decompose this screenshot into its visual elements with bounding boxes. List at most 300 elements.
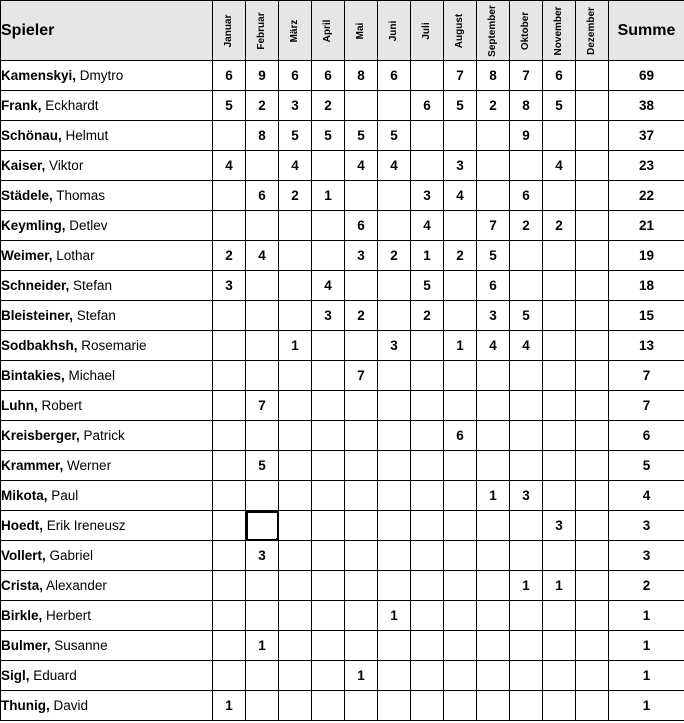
score-cell[interactable]: 6: [213, 61, 246, 91]
score-cell[interactable]: 4: [213, 151, 246, 181]
score-cell[interactable]: [378, 661, 411, 691]
score-cell[interactable]: [444, 481, 477, 511]
score-cell[interactable]: [279, 541, 312, 571]
score-cell[interactable]: [411, 151, 444, 181]
sum-cell[interactable]: 21: [609, 211, 684, 241]
score-cell[interactable]: 1: [213, 691, 246, 721]
score-cell[interactable]: [411, 331, 444, 361]
score-cell[interactable]: [246, 301, 279, 331]
score-cell[interactable]: 4: [378, 151, 411, 181]
score-cell[interactable]: 6: [510, 181, 543, 211]
month-column-header[interactable]: [279, 1, 312, 61]
score-cell[interactable]: [345, 181, 378, 211]
score-cell[interactable]: [246, 691, 279, 721]
score-cell[interactable]: 6: [279, 61, 312, 91]
score-cell[interactable]: [477, 541, 510, 571]
score-cell[interactable]: [279, 361, 312, 391]
score-cell[interactable]: [411, 571, 444, 601]
score-cell[interactable]: [543, 361, 576, 391]
score-cell[interactable]: [246, 601, 279, 631]
month-column-header[interactable]: [510, 1, 543, 61]
score-cell[interactable]: [345, 571, 378, 601]
score-cell[interactable]: [279, 631, 312, 661]
score-cell[interactable]: 2: [246, 91, 279, 121]
score-cell[interactable]: [444, 451, 477, 481]
score-cell[interactable]: [411, 481, 444, 511]
score-cell[interactable]: 8: [345, 61, 378, 91]
score-cell[interactable]: [543, 691, 576, 721]
month-column-header[interactable]: [246, 1, 279, 61]
score-cell[interactable]: [543, 391, 576, 421]
score-cell[interactable]: [411, 541, 444, 571]
score-cell[interactable]: 4: [411, 211, 444, 241]
score-cell[interactable]: 5: [543, 91, 576, 121]
player-name-cell[interactable]: [1, 241, 213, 271]
score-cell[interactable]: [378, 571, 411, 601]
score-cell[interactable]: [246, 211, 279, 241]
score-cell[interactable]: 3: [312, 301, 345, 331]
score-cell[interactable]: [345, 451, 378, 481]
score-cell[interactable]: [279, 571, 312, 601]
score-cell[interactable]: [312, 601, 345, 631]
score-cell[interactable]: [411, 601, 444, 631]
score-cell[interactable]: [543, 661, 576, 691]
month-column-header[interactable]: [543, 1, 576, 61]
score-cell[interactable]: 2: [312, 91, 345, 121]
player-name-cell[interactable]: [1, 271, 213, 301]
sum-cell[interactable]: 37: [609, 121, 684, 151]
score-cell[interactable]: [378, 271, 411, 301]
sum-cell[interactable]: 19: [609, 241, 684, 271]
score-cell[interactable]: 5: [279, 121, 312, 151]
score-cell[interactable]: [576, 391, 609, 421]
score-cell[interactable]: [510, 631, 543, 661]
sum-cell[interactable]: 1: [609, 661, 684, 691]
score-cell[interactable]: [543, 181, 576, 211]
score-cell[interactable]: [279, 301, 312, 331]
score-cell[interactable]: [510, 691, 543, 721]
score-cell[interactable]: [543, 241, 576, 271]
score-cell[interactable]: [345, 631, 378, 661]
score-cell[interactable]: [279, 241, 312, 271]
score-cell[interactable]: [312, 571, 345, 601]
sum-column-header[interactable]: Summe: [609, 1, 684, 61]
score-cell[interactable]: 3: [444, 151, 477, 181]
score-cell[interactable]: [279, 661, 312, 691]
player-name-cell[interactable]: [1, 481, 213, 511]
score-cell[interactable]: 4: [444, 181, 477, 211]
score-cell[interactable]: [213, 661, 246, 691]
score-cell[interactable]: 4: [510, 331, 543, 361]
score-cell[interactable]: [510, 541, 543, 571]
score-cell[interactable]: [246, 271, 279, 301]
score-cell[interactable]: [345, 541, 378, 571]
score-cell[interactable]: [576, 151, 609, 181]
score-cell[interactable]: [213, 451, 246, 481]
score-cell[interactable]: [576, 661, 609, 691]
score-cell[interactable]: [279, 391, 312, 421]
score-cell[interactable]: [543, 121, 576, 151]
score-cell[interactable]: [378, 91, 411, 121]
score-cell[interactable]: [444, 571, 477, 601]
month-column-header[interactable]: [378, 1, 411, 61]
score-cell[interactable]: [312, 361, 345, 391]
score-cell[interactable]: [576, 121, 609, 151]
score-cell[interactable]: [444, 121, 477, 151]
score-cell[interactable]: [543, 451, 576, 481]
score-cell[interactable]: [378, 181, 411, 211]
score-cell[interactable]: [411, 391, 444, 421]
player-name-cell[interactable]: [1, 301, 213, 331]
score-cell[interactable]: [576, 421, 609, 451]
score-cell[interactable]: [477, 181, 510, 211]
score-cell[interactable]: 5: [345, 121, 378, 151]
score-cell[interactable]: 1: [543, 571, 576, 601]
score-cell[interactable]: [510, 451, 543, 481]
score-cell[interactable]: [345, 511, 378, 541]
sum-cell[interactable]: 1: [609, 601, 684, 631]
score-cell[interactable]: [477, 661, 510, 691]
score-cell[interactable]: 2: [345, 301, 378, 331]
score-cell[interactable]: [510, 421, 543, 451]
score-cell[interactable]: [213, 421, 246, 451]
sum-cell[interactable]: 23: [609, 151, 684, 181]
score-cell[interactable]: [444, 211, 477, 241]
score-cell[interactable]: 8: [477, 61, 510, 91]
score-cell[interactable]: 4: [246, 241, 279, 271]
score-cell[interactable]: [477, 511, 510, 541]
sum-cell[interactable]: 3: [609, 541, 684, 571]
score-cell[interactable]: 2: [279, 181, 312, 211]
score-cell[interactable]: 2: [213, 241, 246, 271]
score-cell[interactable]: [378, 421, 411, 451]
score-cell[interactable]: [312, 691, 345, 721]
score-cell[interactable]: [378, 481, 411, 511]
score-cell[interactable]: 1: [279, 331, 312, 361]
score-cell[interactable]: [477, 391, 510, 421]
score-cell[interactable]: [345, 421, 378, 451]
score-cell[interactable]: [543, 631, 576, 661]
sum-cell[interactable]: 22: [609, 181, 684, 211]
month-column-header[interactable]: [312, 1, 345, 61]
player-name-cell[interactable]: [1, 211, 213, 241]
score-cell[interactable]: 6: [378, 61, 411, 91]
score-cell[interactable]: [279, 211, 312, 241]
score-cell[interactable]: [213, 181, 246, 211]
score-cell[interactable]: 7: [477, 211, 510, 241]
score-cell[interactable]: [213, 331, 246, 361]
player-name-cell[interactable]: [1, 61, 213, 91]
score-cell[interactable]: [444, 661, 477, 691]
player-name-cell[interactable]: [1, 361, 213, 391]
player-name-cell[interactable]: [1, 691, 213, 721]
score-cell[interactable]: [510, 361, 543, 391]
score-cell[interactable]: [213, 571, 246, 601]
score-cell[interactable]: 2: [510, 211, 543, 241]
score-cell[interactable]: [213, 541, 246, 571]
score-cell[interactable]: [411, 451, 444, 481]
score-cell[interactable]: 6: [444, 421, 477, 451]
score-cell[interactable]: [279, 481, 312, 511]
score-cell[interactable]: [246, 661, 279, 691]
score-cell[interactable]: [576, 481, 609, 511]
score-cell[interactable]: [213, 391, 246, 421]
score-cell[interactable]: [279, 511, 312, 541]
score-cell[interactable]: [378, 391, 411, 421]
score-cell[interactable]: 6: [543, 61, 576, 91]
score-cell[interactable]: [510, 391, 543, 421]
player-name-cell[interactable]: [1, 451, 213, 481]
score-cell[interactable]: 9: [510, 121, 543, 151]
score-cell[interactable]: [444, 391, 477, 421]
score-cell[interactable]: 5: [411, 271, 444, 301]
score-cell[interactable]: [378, 301, 411, 331]
score-cell[interactable]: [213, 481, 246, 511]
score-cell[interactable]: [411, 631, 444, 661]
score-cell[interactable]: [576, 631, 609, 661]
score-cell[interactable]: [444, 271, 477, 301]
score-cell[interactable]: 5: [213, 91, 246, 121]
score-cell[interactable]: [477, 601, 510, 631]
score-cell[interactable]: 1: [345, 661, 378, 691]
score-cell[interactable]: 6: [345, 211, 378, 241]
sum-cell[interactable]: 5: [609, 451, 684, 481]
score-cell[interactable]: [411, 511, 444, 541]
score-cell[interactable]: [312, 391, 345, 421]
score-cell[interactable]: [477, 631, 510, 661]
score-cell[interactable]: 5: [378, 121, 411, 151]
score-cell[interactable]: 2: [477, 91, 510, 121]
score-cell[interactable]: [213, 121, 246, 151]
score-cell[interactable]: [444, 631, 477, 661]
score-cell[interactable]: 6: [246, 181, 279, 211]
score-cell[interactable]: [312, 331, 345, 361]
score-cell[interactable]: [576, 271, 609, 301]
score-cell[interactable]: [576, 451, 609, 481]
score-cell[interactable]: [543, 481, 576, 511]
score-cell[interactable]: [510, 661, 543, 691]
score-cell[interactable]: 3: [378, 331, 411, 361]
score-cell[interactable]: 3: [345, 241, 378, 271]
score-cell[interactable]: [576, 91, 609, 121]
score-cell[interactable]: [312, 451, 345, 481]
score-cell[interactable]: 1: [444, 331, 477, 361]
score-cell[interactable]: [444, 691, 477, 721]
score-cell[interactable]: 3: [510, 481, 543, 511]
player-name-cell[interactable]: [1, 511, 213, 541]
score-cell[interactable]: [246, 421, 279, 451]
score-cell[interactable]: [312, 421, 345, 451]
score-cell[interactable]: [444, 301, 477, 331]
score-cell[interactable]: 2: [378, 241, 411, 271]
score-cell[interactable]: 1: [246, 631, 279, 661]
sum-cell[interactable]: 1: [609, 631, 684, 661]
sum-cell[interactable]: 15: [609, 301, 684, 331]
player-name-cell[interactable]: [1, 631, 213, 661]
score-cell[interactable]: [312, 481, 345, 511]
sum-cell[interactable]: 1: [609, 691, 684, 721]
sum-cell[interactable]: 7: [609, 361, 684, 391]
score-cell[interactable]: 3: [279, 91, 312, 121]
score-cell[interactable]: [510, 511, 543, 541]
score-cell[interactable]: 8: [510, 91, 543, 121]
sum-cell[interactable]: 6: [609, 421, 684, 451]
player-name-cell[interactable]: [1, 331, 213, 361]
score-cell[interactable]: [378, 211, 411, 241]
score-cell[interactable]: [279, 451, 312, 481]
sum-cell[interactable]: 38: [609, 91, 684, 121]
score-cell[interactable]: [312, 211, 345, 241]
score-cell[interactable]: [576, 541, 609, 571]
month-column-header[interactable]: [345, 1, 378, 61]
player-name-cell[interactable]: [1, 91, 213, 121]
score-cell[interactable]: 4: [312, 271, 345, 301]
score-cell[interactable]: [444, 361, 477, 391]
score-cell[interactable]: [477, 151, 510, 181]
sum-cell[interactable]: 13: [609, 331, 684, 361]
score-cell[interactable]: [543, 421, 576, 451]
score-cell[interactable]: [411, 61, 444, 91]
player-name-cell[interactable]: [1, 571, 213, 601]
score-cell[interactable]: [576, 361, 609, 391]
player-name-cell[interactable]: [1, 391, 213, 421]
sum-cell[interactable]: 69: [609, 61, 684, 91]
score-cell[interactable]: [477, 121, 510, 151]
score-cell[interactable]: 5: [312, 121, 345, 151]
score-cell[interactable]: [279, 421, 312, 451]
score-cell[interactable]: 7: [510, 61, 543, 91]
score-cell[interactable]: [477, 691, 510, 721]
player-name-cell[interactable]: [1, 661, 213, 691]
score-cell[interactable]: [576, 511, 609, 541]
score-cell[interactable]: [279, 691, 312, 721]
score-cell[interactable]: [576, 301, 609, 331]
score-cell[interactable]: 6: [312, 61, 345, 91]
score-cell[interactable]: [543, 331, 576, 361]
score-cell[interactable]: [576, 331, 609, 361]
score-cell[interactable]: [345, 481, 378, 511]
score-cell[interactable]: [543, 541, 576, 571]
score-cell[interactable]: [576, 691, 609, 721]
score-cell[interactable]: [378, 451, 411, 481]
score-cell[interactable]: [312, 631, 345, 661]
sum-cell[interactable]: 2: [609, 571, 684, 601]
score-cell[interactable]: 9: [246, 61, 279, 91]
score-cell[interactable]: 4: [543, 151, 576, 181]
score-cell[interactable]: [345, 271, 378, 301]
score-cell[interactable]: [477, 571, 510, 601]
score-cell[interactable]: [477, 361, 510, 391]
score-cell[interactable]: [213, 301, 246, 331]
score-cell[interactable]: 1: [477, 481, 510, 511]
score-cell[interactable]: [477, 421, 510, 451]
score-cell[interactable]: 6: [411, 91, 444, 121]
score-cell[interactable]: 4: [345, 151, 378, 181]
score-cell[interactable]: [576, 601, 609, 631]
sum-cell[interactable]: 7: [609, 391, 684, 421]
score-cell[interactable]: [246, 331, 279, 361]
score-cell[interactable]: [312, 541, 345, 571]
score-cell[interactable]: [411, 691, 444, 721]
score-cell[interactable]: [477, 451, 510, 481]
score-cell[interactable]: 7: [444, 61, 477, 91]
score-cell[interactable]: 1: [378, 601, 411, 631]
month-column-header[interactable]: [411, 1, 444, 61]
score-cell[interactable]: [213, 361, 246, 391]
score-cell[interactable]: [345, 331, 378, 361]
score-cell[interactable]: [213, 211, 246, 241]
score-cell[interactable]: 3: [411, 181, 444, 211]
score-cell[interactable]: 3: [543, 511, 576, 541]
score-cell[interactable]: [444, 601, 477, 631]
score-cell[interactable]: [444, 511, 477, 541]
score-cell[interactable]: [411, 421, 444, 451]
score-cell[interactable]: [312, 511, 345, 541]
month-column-header[interactable]: [444, 1, 477, 61]
score-cell[interactable]: 7: [345, 361, 378, 391]
score-cell[interactable]: [510, 151, 543, 181]
score-cell[interactable]: [378, 541, 411, 571]
player-name-cell[interactable]: [1, 151, 213, 181]
score-cell[interactable]: 5: [246, 451, 279, 481]
score-cell[interactable]: [246, 511, 279, 541]
score-cell[interactable]: [345, 691, 378, 721]
score-cell[interactable]: 1: [312, 181, 345, 211]
score-cell[interactable]: [213, 511, 246, 541]
score-cell[interactable]: [345, 91, 378, 121]
score-cell[interactable]: 5: [510, 301, 543, 331]
score-cell[interactable]: 2: [444, 241, 477, 271]
score-cell[interactable]: 2: [411, 301, 444, 331]
score-cell[interactable]: [411, 361, 444, 391]
score-cell[interactable]: 3: [246, 541, 279, 571]
score-cell[interactable]: 4: [477, 331, 510, 361]
score-cell[interactable]: 4: [279, 151, 312, 181]
score-cell[interactable]: [213, 631, 246, 661]
score-cell[interactable]: 2: [543, 211, 576, 241]
score-cell[interactable]: [411, 121, 444, 151]
sum-cell[interactable]: 4: [609, 481, 684, 511]
sum-cell[interactable]: 3: [609, 511, 684, 541]
score-cell[interactable]: [312, 151, 345, 181]
score-cell[interactable]: [279, 601, 312, 631]
score-cell[interactable]: 6: [477, 271, 510, 301]
score-cell[interactable]: [543, 601, 576, 631]
player-name-cell[interactable]: [1, 601, 213, 631]
month-column-header[interactable]: [576, 1, 609, 61]
score-cell[interactable]: 1: [510, 571, 543, 601]
player-name-cell[interactable]: [1, 181, 213, 211]
score-cell[interactable]: [378, 511, 411, 541]
score-cell[interactable]: [213, 601, 246, 631]
score-cell[interactable]: [312, 661, 345, 691]
score-cell[interactable]: [312, 241, 345, 271]
score-cell[interactable]: 5: [444, 91, 477, 121]
score-cell[interactable]: [345, 391, 378, 421]
month-column-header[interactable]: [477, 1, 510, 61]
player-name-cell[interactable]: [1, 421, 213, 451]
score-cell[interactable]: 3: [477, 301, 510, 331]
score-cell[interactable]: 8: [246, 121, 279, 151]
player-name-cell[interactable]: [1, 541, 213, 571]
score-cell[interactable]: [510, 241, 543, 271]
score-cell[interactable]: [345, 601, 378, 631]
score-cell[interactable]: 5: [477, 241, 510, 271]
score-cell[interactable]: [576, 181, 609, 211]
player-name-cell[interactable]: [1, 121, 213, 151]
score-cell[interactable]: [510, 601, 543, 631]
score-cell[interactable]: [411, 661, 444, 691]
